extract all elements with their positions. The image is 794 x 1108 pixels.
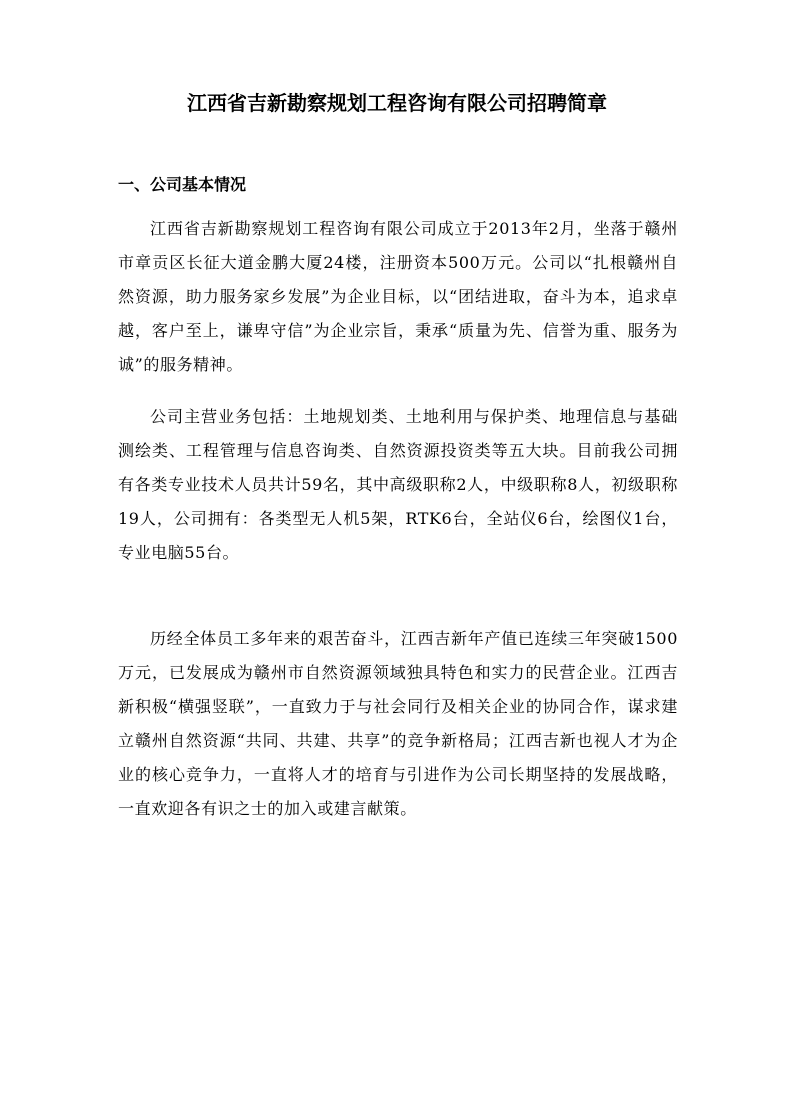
paragraph-development: 历经全体员工多年来的艰苦奋斗，江西吉新年产值已连续三年突破1500万元，已发展成为赣州市自然资源领域独具特色和实力的民营企业。江西吉新积极“横强竖联”，一直致力于与社会同行及相关企业的协同合作，谋求建立赣州自然资源“共同、共建、共享”的竞争新格局；江西吉新也视人才为企业的核心竞争力，一直将人才的培育与引进作为公司长期坚持的发展战略，一直欢迎各有识之士的加入或建言献策。: [118, 629, 678, 818]
document-title: 江西省吉新勘察规划工程咨询有限公司招聘简章: [187, 91, 607, 115]
section-heading-company-overview: 一、公司基本情况: [118, 175, 247, 194]
paragraph-main-business: 公司主营业务包括：土地规划类、土地利用与保护类、地理信息与基础测绘类、工程管理与信息咨询类、自然资源投资类等五大块。目前我公司拥有各类专业技术人员共计59名，其中高级职称2人，中级职称8人，初级职称19人，公司拥有：各类型无人机5架，RTK6台，全站仪6台，绘图仪1台，专业电脑55台。: [118, 407, 678, 562]
paragraph-company-intro: 江西省吉新勘察规划工程咨询有限公司成立于2013年2月，坐落于赣州市章贡区长征大道金鹏大厦24楼，注册资本500万元。公司以“扎根赣州自然资源，助力服务家乡发展”为企业目标，以“团结进取，奋斗为本，追求卓越，客户至上，谦卑守信”为企业宗旨，秉承“质量为先、信誉为重、服务为诚”的服务精神。: [118, 219, 678, 374]
